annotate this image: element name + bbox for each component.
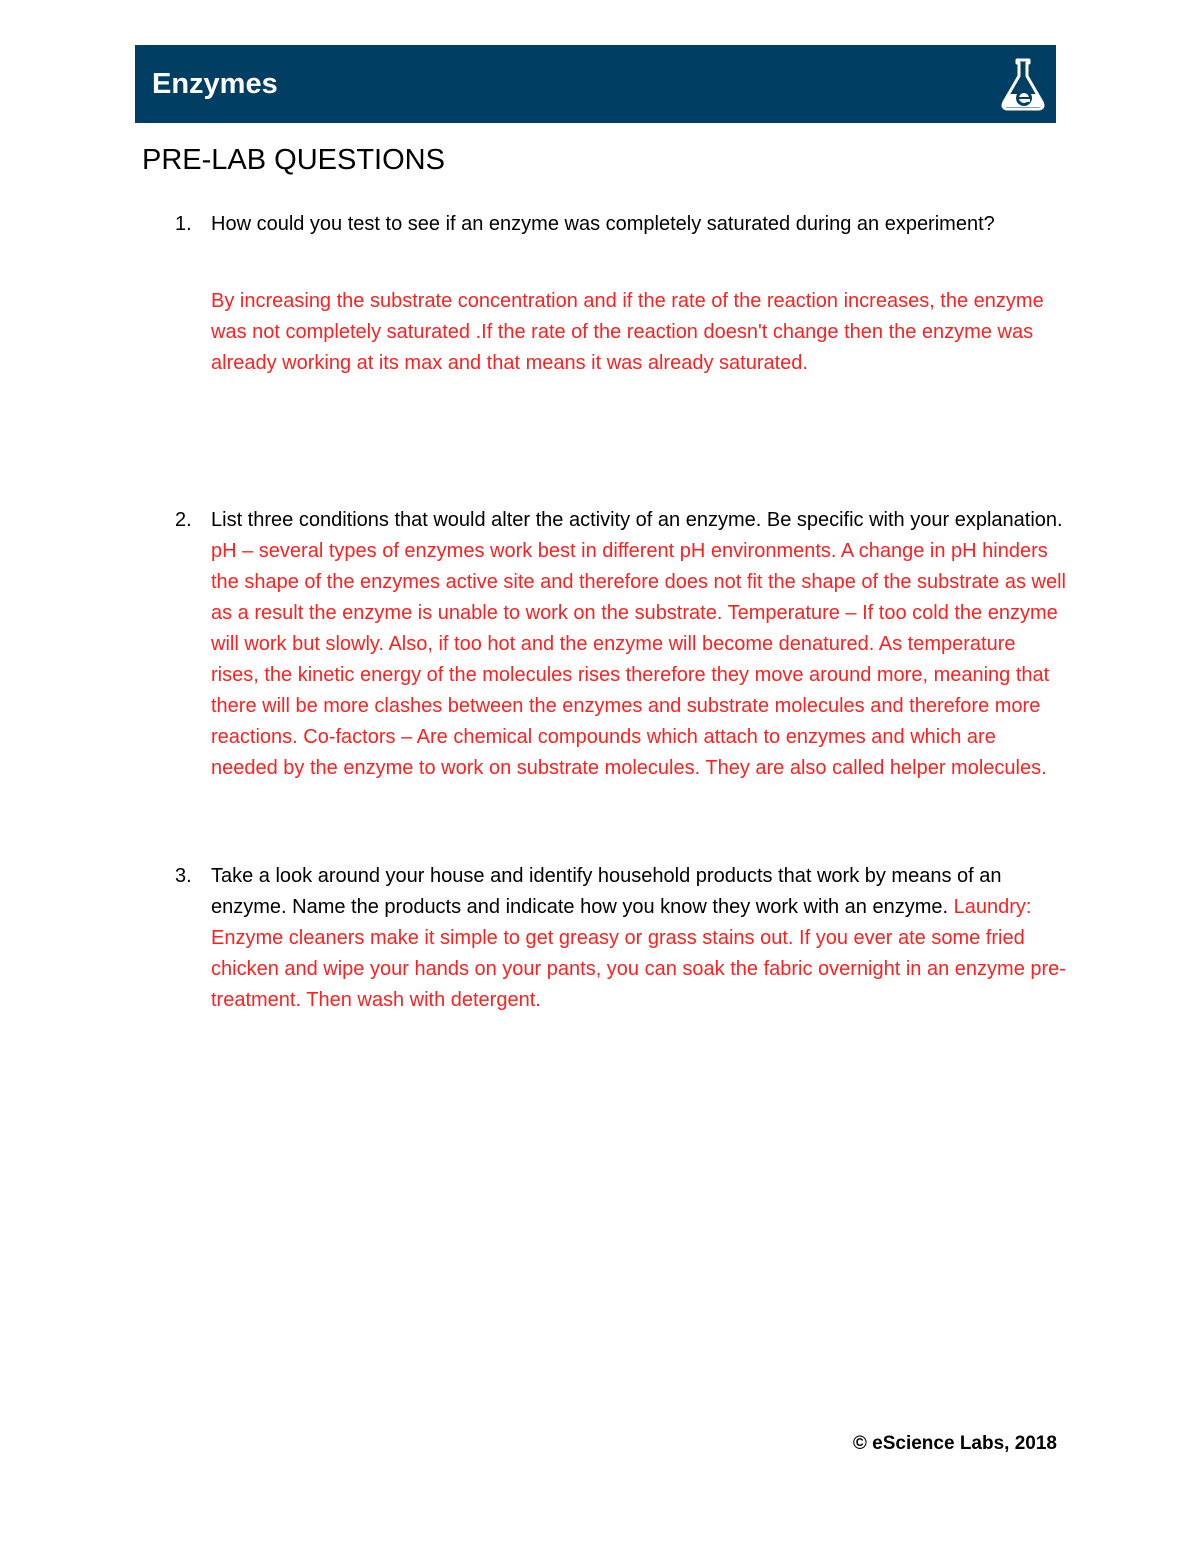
- question-body: [211, 861, 1066, 1016]
- question-prompt: Take a look around your house and identify household products that work by means of an enzyme. Name the products and indicate how you know they work with an enzyme.: [211, 865, 1002, 918]
- question-body: [211, 505, 1066, 784]
- question-prompt: List three conditions that would alter the activity of an enzyme. Be specific with your explanation.: [211, 509, 1063, 531]
- question-number: 1.: [175, 213, 192, 235]
- answer-3: Laundry: Enzyme cleaners make it simple to get greasy or grass stains out. If you ever ate some fried chicken and wipe your hands on your pants, you can soak the fabric overnight in an enzyme pre-treatment. Then wash with detergent.: [211, 896, 1066, 1011]
- page-title: Enzymes: [152, 68, 278, 100]
- question-prompt: How could you test to see if an enzyme was completely saturated during an experiment?: [211, 213, 995, 235]
- escience-flask-logo-icon: [998, 54, 1048, 114]
- section-heading: PRE-LAB QUESTIONS: [142, 144, 445, 176]
- header-bar: [135, 45, 1056, 123]
- question-number: 3.: [175, 865, 192, 887]
- answer-1: By increasing the substrate concentration and if the rate of the reaction increases, the enzyme was not completely saturated .If the rate of the reaction doesn't change then the enzyme was already working at its max and that means it was already saturated.: [211, 290, 1044, 374]
- question-number: 2.: [175, 509, 192, 531]
- copyright-footer: © eScience Labs, 2018: [852, 1433, 1057, 1454]
- answer-2: pH – several types of enzymes work best in different pH environments. A change in pH hinders the shape of the enzymes active site and therefore does not fit the shape of the substrate as well as a result the enzyme is unable to work on the substrate. Temperature – If too cold the enzyme will work but slowly. Also, if too hot and the enzyme will become denatured. As temperature rises, the kinetic energy of the molecules rises therefore they move around more, meaning that there will be more clashes between the enzymes and substrate molecules and therefore more reactions. Co-factors – Are chemical compounds which attach to enzymes and which are needed by the enzyme to work on substrate molecules. They are also called helper molecules.: [211, 540, 1066, 779]
